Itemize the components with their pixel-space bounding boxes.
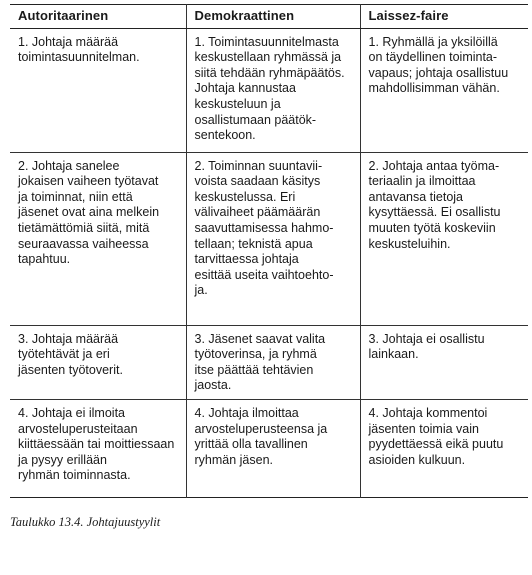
table-row [10, 28, 528, 152]
header-autocratic: Autoritaarinen [10, 5, 186, 29]
cell-laissez-faire-3: 3. Johtaja ei osallistu lainkaan. [360, 325, 528, 399]
cell-autocratic-1: 1. Johtaja määrää toimintasuunnitelman. [18, 34, 140, 65]
cell-autocratic-2: 2. Johtaja sanelee jokaisen vaiheen työtavat ja toiminnat, niin että jäsenet ovat aina melkein tietämättömiä siitä, mitä seuraavassa vaiheessa tapahtuu. [18, 158, 160, 267]
cell-autocratic-3: 3. Johtaja määrää työtehtävät ja eri jäsenten työtoverit. [18, 331, 123, 377]
table-caption: Taulukko 13.4. Johtajuustyylit [10, 514, 161, 529]
cell-democratic-2: 2. Toiminnan suuntavii- voista saadaan käsitys keskustelussa. Eri välivaiheet päämäärän saavuttamisessa hahmo- tellaan; teknistä apua tarvittaessa johtaja esittää useita vaihtoehto- ja. [186, 152, 360, 325]
header-democratic: Demokraattinen [186, 5, 360, 29]
table-row [10, 399, 528, 497]
cell-democratic-4: 4. Johtaja ilmoittaa arvosteluperusteensa ja yrittää olla tavallinen ryhmän jäsen. [186, 399, 360, 497]
leadership-styles-table [10, 4, 528, 498]
cell-democratic-3: 3. Jäsenet saavat valita työtoverinsa, ja ryhmä itse päättää tehtävien jaosta. [186, 325, 360, 399]
cell-laissez-faire-4: 4. Johtaja kommentoi jäsenten toimia vain pyydettäessä eikä puutu asioiden kulkuun. [360, 399, 528, 497]
cell-democratic-1: 1. Toimintasuunnitelmasta keskustellaan ryhmässä ja siitä tehdään ryhmäpäätös. Johtaja kannustaa keskusteluun ja osallistumaan päätök- sentekoon. [186, 28, 360, 152]
table-row [10, 325, 528, 399]
cell-autocratic-4: 4. Johtaja ei ilmoita arvosteluperusteitaan kiittäessään tai moittiessaan ja pysyy erillään ryhmän toiminnasta. [18, 405, 175, 483]
document-page [10, 4, 528, 530]
cell-laissez-faire-1: 1. Ryhmällä ja yksilöillä on täydellinen toiminta- vapaus; johtaja osallistuu mahdollisimman vähän. [360, 28, 528, 152]
table-header-row [10, 5, 528, 29]
header-laissez-faire: Laissez-faire [360, 5, 528, 29]
table-row [10, 152, 528, 325]
cell-laissez-faire-2: 2. Johtaja antaa työma- teriaalin ja ilmoittaa antavansa tietoja kysyttäessä. Ei osallistu muuten työtä koskeviin keskusteluihin. [360, 152, 528, 325]
